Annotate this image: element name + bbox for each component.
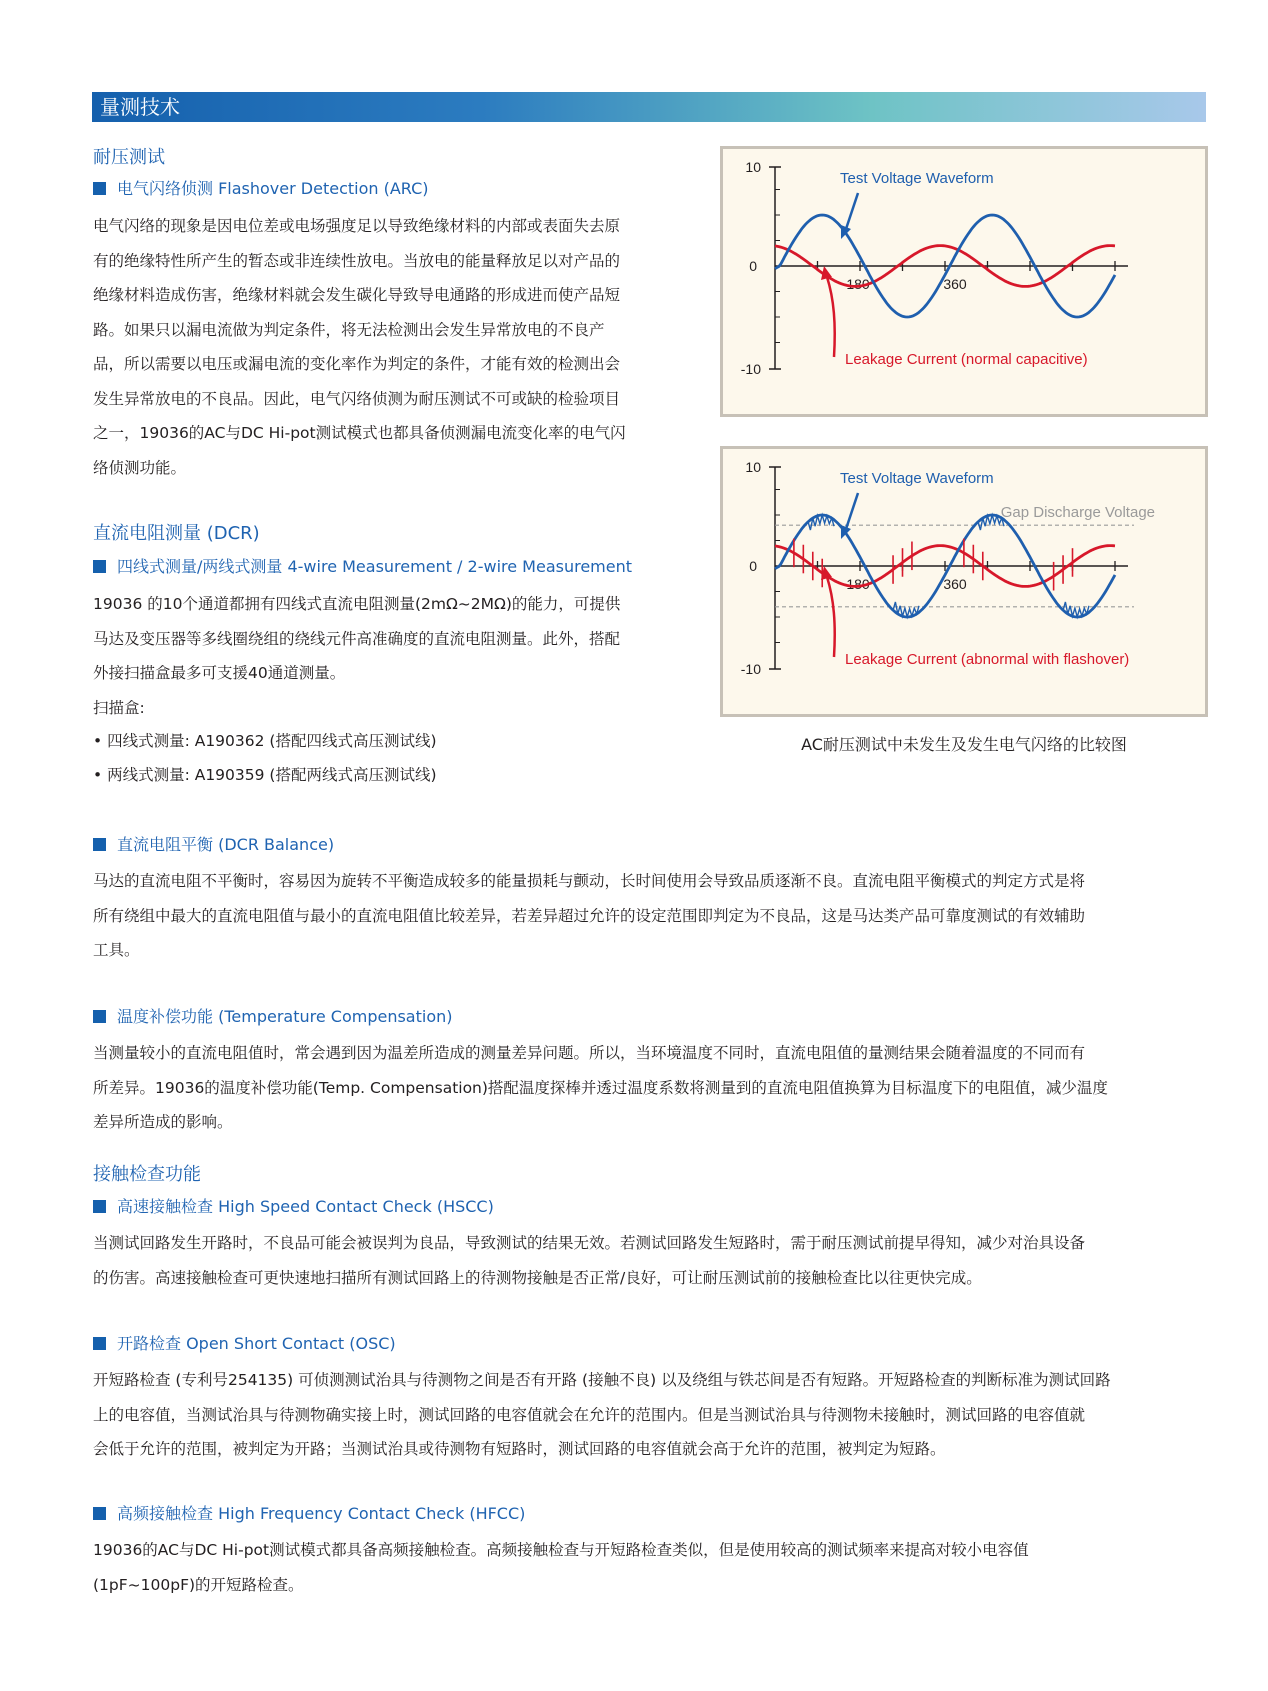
list-item: • 四线式测量: A190362 (搭配四线式高压测试线) (93, 732, 437, 750)
text-line: 上的电容值，当测试治具与待测物确实接上时，测试回路的电容值就会在允许的范围内。但是当测试治具与待测物未接触时，测试回路的电容值就 (93, 1405, 1086, 1424)
text-line: 所差异。19036的温度补偿功能(Temp. Compensation)搭配温度探棒并透过温度系数将测量到的直流电阻值换算为目标温度下的电阻值，减少温度 (93, 1078, 1108, 1097)
square-bullet-icon (93, 182, 106, 195)
x-tick-label: 180 (846, 576, 870, 592)
waveform-panel-flashover (720, 446, 1208, 717)
text-line: 绝缘材料造成伤害，绝缘材料就会发生碳化导致导电通路的形成进而使产品短 (93, 286, 621, 304)
square-bullet-icon (93, 838, 106, 851)
osc-heading (93, 1333, 396, 1355)
contact-section-title: 接触检查功能 (93, 1164, 201, 1185)
gap-discharge-label: Gap Discharge Voltage (1000, 504, 1155, 521)
voltage-label: Test Voltage Waveform (840, 470, 994, 487)
balance-paragraph (93, 864, 1207, 968)
temp-paragraph (93, 1036, 1207, 1140)
y-tick-label: -10 (740, 661, 761, 677)
text-line: 络侦测功能。 (93, 458, 187, 477)
section-banner (92, 92, 1206, 122)
current-arrow-line (827, 277, 835, 357)
y-tick-label: 0 (749, 258, 757, 274)
text-line: 19036 的10个通道都拥有四线式直流电阻测量(2mΩ~2MΩ)的能力，可提供 (93, 595, 621, 613)
text-line: 路。如果只以漏电流做为判定条件，将无法检测出会发生异常放电的不良产 (93, 320, 605, 339)
y-tick-label: 10 (745, 459, 761, 475)
waveform-diagram-flashover (723, 449, 1205, 714)
text-line: 扫描盒: (93, 698, 145, 717)
text-line: (1pF~100pF)的开短路检查。 (93, 1575, 304, 1594)
text-line: 外接扫描盒最多可支援40通道测量。 (93, 664, 346, 682)
arc-heading-text: 电气闪络侦测 Flashover Detection (ARC) (117, 179, 429, 198)
arc-paragraph (93, 209, 683, 485)
x-tick-label: 180 (846, 276, 870, 292)
text-line: 品，所以需要以电压或漏电流的变化率作为判定的条件，才能有效的检测出会 (93, 355, 621, 373)
balance-heading-text: 直流电阻平衡 (DCR Balance) (117, 835, 335, 854)
text-line: 有的绝缘特性所产生的暂态或非连续性放电。当放电的能量释放足以对产品的 (93, 251, 621, 270)
text-line: 开短路检查 (专利号254135) 可侦测测试治具与待测物之间是否有开路 (接触不良) 以及绕组与铁芯间是否有短路。开短路检查的判断标准为测试回路 (93, 1371, 1111, 1389)
hscc-heading (93, 1196, 494, 1218)
dcr-section-title: 直流电阻测量 (DCR) (93, 523, 260, 544)
current-arrow-line (827, 577, 835, 657)
text-line: 马达的直流电阻不平衡时，容易因为旋转不平衡造成较多的能量损耗与颤动，长时间使用会导致品质逐渐不良。直流电阻平衡模式的判定方式是将 (93, 872, 1086, 890)
text-line: 会低于允许的范围，被判定为开路；当测试治具或待测物有短路时，测试回路的电容值就会高于允许的范围，被判定为短路。 (93, 1440, 946, 1458)
text-line: 发生异常放电的不良品。因此，电气闪络侦测为耐压测试不可或缺的检验项目 (93, 389, 621, 408)
text-line: 所有绕组中最大的直流电阻值与最小的直流电阻值比较差异，若差异超过允许的设定范围即判定为不良品，这是马达类产品可靠度测试的有效辅助 (93, 906, 1086, 925)
square-bullet-icon (93, 560, 106, 573)
figure-caption: AC耐压测试中未发生及发生电气闪络的比较图 (801, 735, 1127, 754)
list-item: • 两线式测量: A190359 (搭配两线式高压测试线) (93, 766, 437, 784)
wire-heading (93, 556, 632, 578)
x-tick-label: 360 (943, 576, 967, 592)
voltage-arrow-line (846, 493, 858, 529)
text-line: 差异所造成的影响。 (93, 1113, 233, 1131)
x-tick-label: 360 (943, 276, 967, 292)
y-tick-label: -10 (740, 361, 761, 377)
temp-heading-text: 温度补偿功能 (Temperature Compensation) (117, 1007, 453, 1026)
wire-paragraph (93, 587, 683, 725)
arc-heading (93, 178, 429, 200)
text-line: 之一，19036的AC与DC Hi-pot测试模式也都具备侦测漏电流变化率的电气闪 (93, 424, 626, 442)
square-bullet-icon (93, 1200, 106, 1213)
osc-heading-text: 开路检查 Open Short Contact (OSC) (117, 1334, 396, 1353)
wire-heading-text: 四线式测量/两线式测量 4-wire Measurement / 2-wire Measurement (117, 557, 633, 576)
y-tick-label: 0 (749, 558, 757, 574)
hfcc-heading (93, 1503, 525, 1525)
text-line: 工具。 (93, 941, 140, 959)
text-line: 19036的AC与DC Hi-pot测试模式都具备高频接触检查。高频接触检查与开短路检查类似，但是使用较高的测试频率来提高对较小电容值 (93, 1541, 1029, 1559)
current-label: Leakage Current (abnormal with flashover) (845, 651, 1130, 668)
hfcc-paragraph (93, 1533, 1207, 1602)
hscc-paragraph (93, 1226, 1207, 1295)
waveform-diagram-normal (723, 149, 1205, 414)
text-line: 当测量较小的直流电阻值时，常会遇到因为温差所造成的测量差异问题。所以，当环境温度不同时，直流电阻值的量测结果会随着温度的不同而有 (93, 1044, 1086, 1062)
y-tick-label: 10 (745, 159, 761, 175)
hscc-heading-text: 高速接触检查 High Speed Contact Check (HSCC) (117, 1197, 494, 1216)
temp-heading (93, 1006, 453, 1028)
text-line: 电气闪络的现象是因电位差或电场强度足以导致绝缘材料的内部或表面失去原 (93, 217, 621, 235)
osc-paragraph (93, 1363, 1207, 1467)
hipot-section-title: 耐压测试 (93, 147, 165, 168)
text-line: 的伤害。高速接触检查可更快速地扫描所有测试回路上的待测物接触是否正常/良好，可让耐压测试前的接触检查比以往更快完成。 (93, 1268, 982, 1287)
balance-heading (93, 834, 334, 856)
square-bullet-icon (93, 1507, 106, 1520)
current-label: Leakage Current (normal capacitive) (845, 351, 1088, 368)
text-line: 马达及变压器等多线圈绕组的绕线元件高准确度的直流电阻测量。此外，搭配 (93, 629, 621, 648)
voltage-label: Test Voltage Waveform (840, 170, 994, 187)
square-bullet-icon (93, 1010, 106, 1023)
voltage-arrow-line (846, 193, 858, 229)
waveform-panel-normal (720, 146, 1208, 417)
hfcc-heading-text: 高频接触检查 High Frequency Contact Check (HFCC) (117, 1504, 526, 1523)
square-bullet-icon (93, 1337, 106, 1350)
text-line: 当测试回路发生开路时，不良品可能会被误判为良品，导致测试的结果无效。若测试回路发生短路时，需于耐压测试前提早得知，减少对治具设备 (93, 1234, 1086, 1252)
banner-title: 量测技术 (100, 95, 180, 119)
